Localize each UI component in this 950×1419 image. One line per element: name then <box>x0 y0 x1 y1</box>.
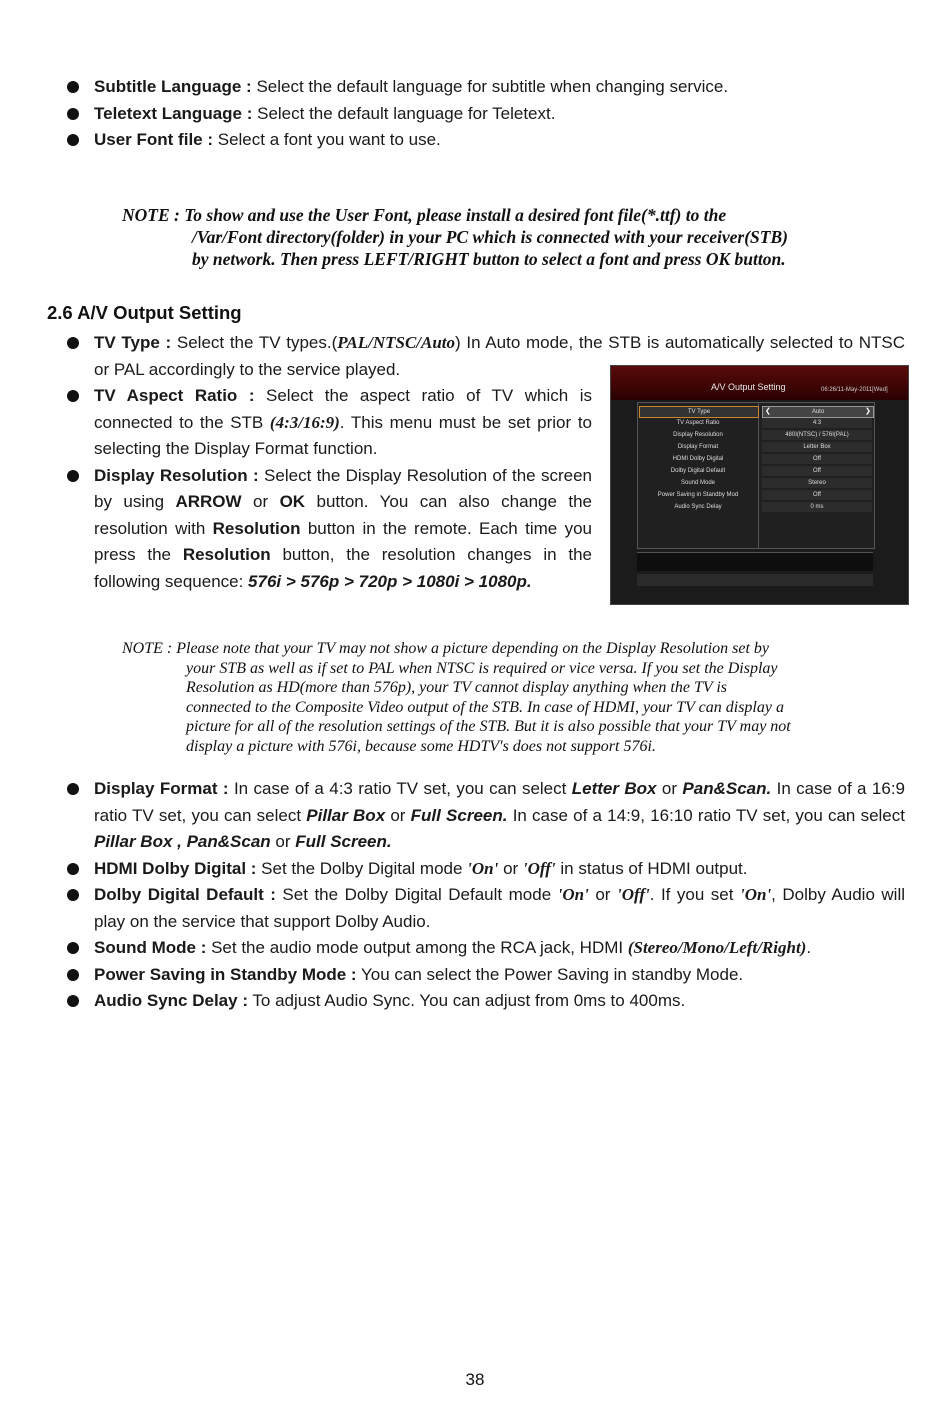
display-resolution-note <box>122 639 856 757</box>
list-item-sound-mode <box>0 935 905 962</box>
description: In case of a 14:9, 16:10 ratio TV set, you can select <box>507 805 905 825</box>
note-line: display a picture with 576i, because some HDTV's does not support 576i. <box>186 737 656 755</box>
term: Dolby Digital Default : <box>94 885 276 904</box>
note-line: picture for all of the resolution settings of the STB. But it is also possible that your TV may not <box>186 718 791 736</box>
term: Subtitle Language : <box>94 77 252 96</box>
note-line: NOTE : Please note that your TV may not show a picture depending on the Display Resolution set by <box>122 640 770 657</box>
term: User Font file : <box>94 130 214 149</box>
description: in status of HDMI output. <box>555 858 748 878</box>
term: Sound Mode : <box>94 938 207 957</box>
section-title: 2.6 A/V Output Setting <box>47 302 242 323</box>
term: Teletext Language : <box>94 103 253 123</box>
list-item-display-format <box>0 776 905 856</box>
description: button in the remote. Each time you press the <box>94 518 592 564</box>
description: Select a font you want to use. <box>213 130 441 149</box>
description: or <box>588 885 617 904</box>
description: To adjust Audio Sync. You can adjust from 0ms to 400ms. <box>247 991 686 1010</box>
chevron-right-icon: ❯ <box>865 408 871 415</box>
menu-row-label: Power Saving in Standby Mod <box>657 492 739 498</box>
option: Pillar Box <box>306 805 386 825</box>
resolution-key: Resolution <box>212 518 301 538</box>
description: or <box>270 832 296 851</box>
description: In case of a 16:9 ratio TV set, you can select <box>94 779 905 825</box>
list-item-hdmi-dolby <box>0 856 905 883</box>
menu-row-value: 0 ms <box>762 502 872 512</box>
tv-types: PAL/NTSC/Auto <box>337 333 456 352</box>
resolution-key: Resolution <box>182 545 271 564</box>
description: Set the Dolby Digital Default mode <box>275 885 558 904</box>
term: TV Type : <box>94 333 172 352</box>
option: 'Off' <box>522 858 556 878</box>
list-item <box>0 127 905 154</box>
description: or <box>498 858 523 878</box>
menu-row-label: TV Aspect Ratio <box>676 420 720 426</box>
chevron-left-icon: ❮ <box>765 408 771 415</box>
menu-row-label: TV Type <box>639 406 759 418</box>
screenshot-title: A/V Output Setting <box>711 382 786 392</box>
menu-row-value: Off <box>762 454 872 464</box>
description: . This menu must be set prior to selecting the Display Format function. <box>94 412 593 458</box>
description: ) In Auto mode, the STB is automatically selected to NTSC or PAL accordingly to the service played. <box>94 333 905 379</box>
screenshot-info-bar <box>637 552 873 571</box>
description: In case of a 4:3 ratio TV set, you can select <box>228 779 572 798</box>
list-item-tv-aspect <box>0 383 592 463</box>
menu-row-label: HDMI Dolby Digital <box>672 456 724 462</box>
general-settings-list <box>0 74 905 154</box>
av-output-screenshot <box>610 365 909 605</box>
description: Set the audio mode output among the RCA jack, HDMI <box>206 938 628 957</box>
description: . <box>806 938 812 957</box>
note-line: NOTE : To show and use the User Font, please install a desired font file(*.ttf) to the <box>122 205 727 225</box>
term: Display Resolution : <box>94 465 259 485</box>
list-item-display-resolution <box>0 463 592 596</box>
option: Pillar Box , Pan&Scan <box>94 832 271 851</box>
list-item <box>0 74 905 101</box>
menu-row-value: Auto <box>762 406 874 418</box>
page-number: 38 <box>465 1370 485 1389</box>
description: or <box>656 779 683 798</box>
description: Select the Display Resolution of the screen by using <box>94 465 592 511</box>
option: 'On' <box>557 885 589 904</box>
list-item-dolby-default <box>0 882 905 935</box>
screenshot-help-bar <box>637 574 873 586</box>
menu-row-label: Display Format <box>677 444 719 450</box>
description: button. You can also change the resolution with <box>94 492 593 538</box>
option: 'Off' <box>616 885 650 904</box>
list-item-power-saving <box>0 962 905 989</box>
option: (Stereo/Mono/Left/Right) <box>627 938 807 957</box>
menu-row-value: Stereo <box>762 478 872 488</box>
description: . If you set <box>649 885 740 904</box>
menu-row-value: 480I(NTSC) / 576I(PAL) <box>762 430 872 440</box>
description: Select the aspect ratio of TV which is connected to the STB <box>94 386 593 432</box>
menu-row-label: Audio Sync Delay <box>674 504 722 510</box>
description: Set the Dolby Digital mode <box>256 858 468 878</box>
resolution-sequence: 576i > 576p > 720p > 1080i > 1080p. <box>248 571 532 591</box>
av-settings-list-continued <box>0 776 905 1015</box>
description: , Dolby Audio will play on the service that support Dolby Audio. <box>94 885 905 931</box>
description: or <box>241 492 280 511</box>
term: Display Format : <box>94 779 229 798</box>
list-item <box>0 101 905 128</box>
note-line: Resolution as HD(more than 576p), your TV cannot display anything when the TV is <box>186 679 728 697</box>
description: You can select the Power Saving in standby Mode. <box>356 964 744 984</box>
menu-row-value: 4:3 <box>762 418 872 428</box>
menu-row-value: Off <box>762 466 872 476</box>
arrow-key: ARROW <box>175 492 242 511</box>
note-line: /Var/Font directory(folder) in your PC which is connected with your receiver(STB) <box>192 227 788 247</box>
list-item-audio-sync <box>0 988 905 1015</box>
term: TV Aspect Ratio : <box>94 386 255 405</box>
ok-key: OK <box>279 492 306 511</box>
description: Select the default language for subtitle when changing service. <box>251 77 729 96</box>
term: HDMI Dolby Digital : <box>94 858 257 878</box>
description: button, the resolution changes in the following sequence: <box>94 545 592 591</box>
option: Full Screen. <box>295 832 392 851</box>
menu-row-value: Letter Box <box>762 442 872 452</box>
user-font-note <box>122 204 842 270</box>
term: Power Saving in Standby Mode : <box>94 964 357 984</box>
option: 'On' <box>739 885 772 904</box>
description: Select the default language for Teletext. <box>252 103 556 123</box>
menu-row-value: Off <box>762 490 872 500</box>
ratios: (4:3/16:9) <box>269 412 340 432</box>
option: Pan&Scan. <box>682 779 772 798</box>
note-line: by network. Then press LEFT/RIGHT button to select a font and press OK button. <box>192 249 786 269</box>
menu-row-label: Sound Mode <box>680 480 716 486</box>
menu-row-label: Dolby Digital Default <box>670 468 726 474</box>
note-line: your STB as well as if set to PAL when NTSC is required or vice versa. If you set the Display <box>186 659 778 677</box>
menu-row-label: Display Resolution <box>673 432 723 438</box>
screenshot-clock: 06:26/11-May-2011[Wed] <box>821 387 888 393</box>
note-line: connected to the Composite Video output of the STB. In case of HDMI, your TV can display a <box>186 698 784 716</box>
option: Letter Box <box>571 779 657 798</box>
option: 'On' <box>467 858 499 878</box>
description: or <box>385 805 411 825</box>
term: Audio Sync Delay : <box>94 991 248 1010</box>
description: Select the TV types.( <box>171 333 338 352</box>
option: Full Screen. <box>410 805 508 825</box>
